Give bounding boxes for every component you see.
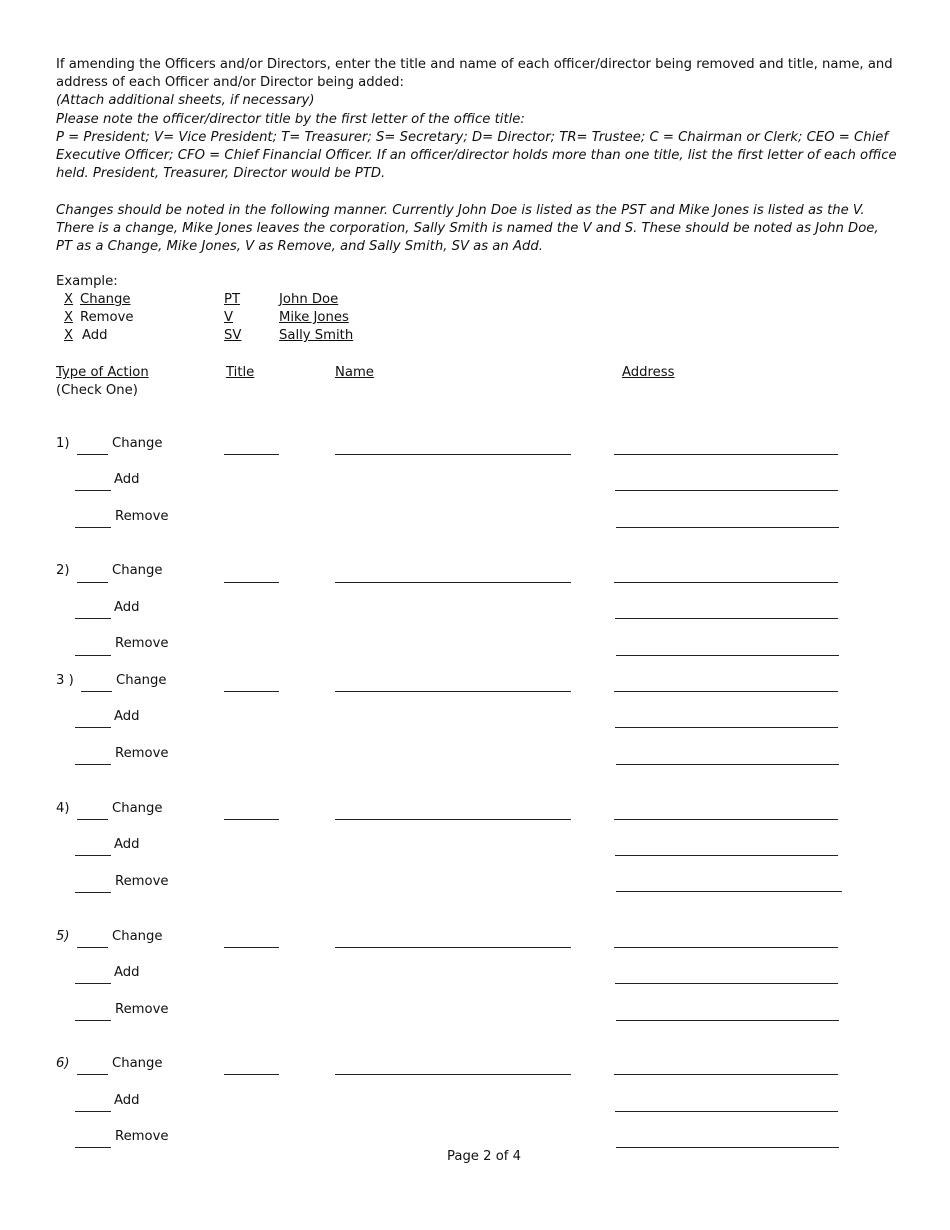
- address-field-line-1[interactable]: [614, 931, 838, 948]
- change-checkbox-line[interactable]: [77, 566, 108, 583]
- name-field[interactable]: [335, 438, 571, 455]
- remove-label: Remove: [115, 874, 169, 889]
- example-name: John Doe: [279, 292, 339, 307]
- name-field[interactable]: [335, 1058, 571, 1075]
- name-field[interactable]: [335, 566, 571, 583]
- add-checkbox-line[interactable]: [75, 602, 111, 619]
- name-field[interactable]: [335, 931, 571, 948]
- change-checkbox-line[interactable]: [77, 803, 108, 820]
- add-label: Add: [114, 472, 140, 487]
- address-field-line-1[interactable]: [614, 566, 838, 583]
- title-field[interactable]: [224, 803, 279, 820]
- page-number: Page 2 of 4: [447, 1149, 521, 1164]
- entry-number: 2): [56, 563, 70, 578]
- name-field[interactable]: [335, 803, 571, 820]
- example-action: Change: [80, 292, 131, 307]
- add-checkbox-line[interactable]: [75, 711, 111, 728]
- example-action: Add: [82, 328, 108, 343]
- add-label: Add: [114, 600, 140, 615]
- change-label: Change: [112, 436, 163, 451]
- remove-checkbox-line[interactable]: [75, 876, 111, 893]
- address-field-line-2[interactable]: [615, 1095, 838, 1112]
- title-field[interactable]: [224, 931, 279, 948]
- example-action: Remove: [80, 310, 134, 325]
- name-field[interactable]: [335, 675, 571, 692]
- remove-label: Remove: [115, 636, 169, 651]
- remove-label: Remove: [115, 1129, 169, 1144]
- intro-instructions: [56, 56, 898, 183]
- remove-checkbox-line[interactable]: [75, 511, 111, 528]
- entry-number: 1): [56, 436, 70, 451]
- title-field[interactable]: [224, 1058, 279, 1075]
- address-field-line-3[interactable]: [616, 1004, 839, 1021]
- address-field-line-3[interactable]: [616, 639, 839, 656]
- remove-label: Remove: [115, 509, 169, 524]
- add-label: Add: [114, 837, 140, 852]
- header-type-of-action: Type of Action: [56, 365, 149, 380]
- header-name: Name: [335, 365, 374, 380]
- example-title: SV: [224, 328, 242, 343]
- address-field-line-1[interactable]: [614, 1058, 838, 1075]
- change-label: Change: [112, 929, 163, 944]
- address-field-line-3[interactable]: [616, 748, 839, 765]
- change-label: Change: [112, 801, 163, 816]
- entry-number: 3 ): [56, 673, 74, 688]
- changes-instructions: Changes should be noted in the following manner. Currently John Doe is listed as the PST and Mike Jones is listed as the V. There is a change, Mike Jones leaves the corporation, Sally Smith is named the V and S. These should be noted as John Doe, PT as a Change, Mike Jones, V as Remove, and Sally Smith, SV as an Add.: [56, 203, 879, 255]
- add-checkbox-line[interactable]: [75, 474, 111, 491]
- entry-number: 5): [56, 929, 70, 944]
- add-checkbox-line[interactable]: [75, 967, 111, 984]
- example-title: V: [224, 310, 234, 325]
- header-address: Address: [622, 365, 675, 380]
- address-field-line-1[interactable]: [614, 803, 838, 820]
- address-field-line-2[interactable]: [615, 602, 838, 619]
- header-check-one: (Check One): [56, 383, 138, 398]
- change-label: Change: [112, 563, 163, 578]
- change-checkbox-line[interactable]: [81, 675, 112, 692]
- change-label: Change: [116, 673, 167, 688]
- example-name: Sally Smith: [279, 328, 354, 343]
- add-checkbox-line[interactable]: [75, 1095, 111, 1112]
- remove-checkbox-line[interactable]: [75, 639, 111, 656]
- address-field-line-2[interactable]: [615, 711, 838, 728]
- add-checkbox-line[interactable]: [75, 839, 111, 856]
- example-mark: X: [64, 292, 74, 307]
- entry-number: 6): [56, 1056, 70, 1071]
- change-checkbox-line[interactable]: [77, 438, 108, 455]
- header-title: Title: [226, 365, 255, 380]
- address-field-line-3[interactable]: [616, 511, 839, 528]
- address-field-line-2[interactable]: [615, 474, 838, 491]
- change-checkbox-line[interactable]: [77, 931, 108, 948]
- remove-label: Remove: [115, 746, 169, 761]
- address-field-line-1[interactable]: [614, 675, 838, 692]
- example-mark: X: [64, 310, 74, 325]
- title-field[interactable]: [224, 438, 279, 455]
- change-checkbox-line[interactable]: [77, 1058, 108, 1075]
- example-title: PT: [224, 292, 241, 307]
- title-field[interactable]: [224, 566, 279, 583]
- add-label: Add: [114, 1093, 140, 1108]
- address-field-line-3[interactable]: [616, 875, 842, 892]
- example-label: Example:: [56, 274, 118, 289]
- example-name: Mike Jones: [279, 310, 349, 325]
- title-field[interactable]: [224, 675, 279, 692]
- remove-checkbox-line[interactable]: [75, 748, 111, 765]
- address-field-line-1[interactable]: [614, 438, 838, 455]
- attach-note: (Attach additional sheets, if necessary): [56, 93, 315, 109]
- address-field-line-3[interactable]: [616, 1131, 839, 1148]
- remove-checkbox-line[interactable]: [75, 1131, 111, 1148]
- add-label: Add: [114, 709, 140, 724]
- change-label: Change: [112, 1056, 163, 1071]
- entry-number: 4): [56, 801, 70, 816]
- title-note-heading: Please note the officer/director title by the first letter of the office title:: [56, 111, 525, 127]
- add-label: Add: [114, 965, 140, 980]
- remove-checkbox-line[interactable]: [75, 1004, 111, 1021]
- example-mark: X: [64, 328, 74, 343]
- address-field-line-2[interactable]: [615, 839, 838, 856]
- title-abbreviations: P = President; V= Vice President; T= Treasurer; S= Secretary; D= Director; TR= Trustee; C = Chairman or Clerk; CEO = Chief Executive Officer; CFO = Chief Financial Officer. If an officer/director holds more than one title, list the first letter of each office held. President, Treasurer, Director would be PTD.: [56, 129, 897, 182]
- remove-label: Remove: [115, 1002, 169, 1017]
- address-field-line-2[interactable]: [615, 967, 838, 984]
- intro-line: If amending the Officers and/or Directors, enter the title and name of each officer/director being removed and title, name, and address of each Officer and/or Director being added:: [56, 57, 893, 91]
